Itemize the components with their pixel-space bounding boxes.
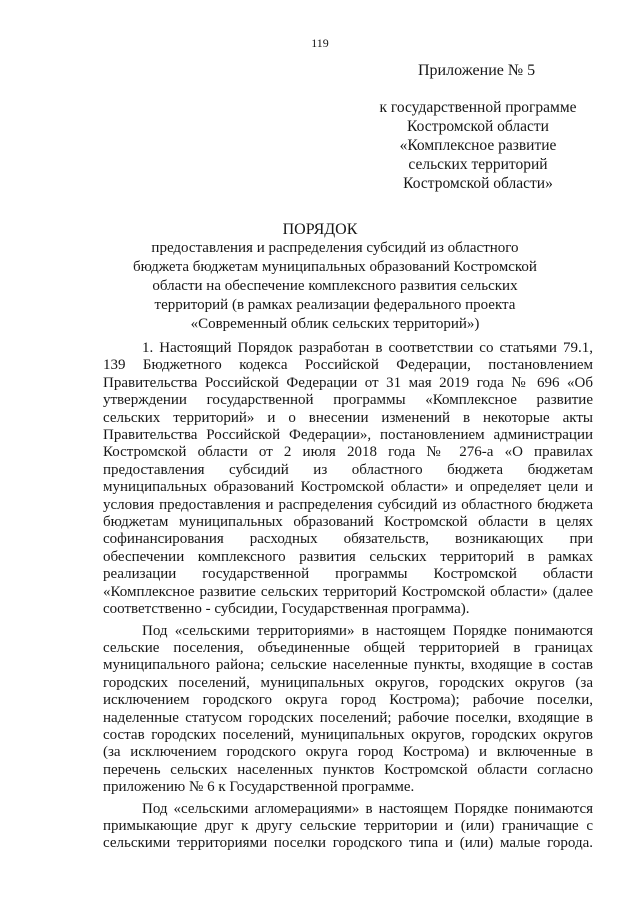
body-line: муниципального района; сельские населенные пункты, входящие в состав [103, 657, 593, 674]
body-line: Под «сельскими агломерациями» в настоящем Порядке понимаются [142, 800, 593, 817]
page-number: 119 [311, 36, 329, 50]
body-line: реализации государственной программы Костромской области [103, 566, 593, 583]
appendix-reference-line: «Комплексное развитие [399, 137, 557, 154]
body-paragraph-2 [103, 623, 593, 797]
body-line: состав городских поселений, муниципальных округов, городских округов [103, 726, 593, 743]
appendix-reference-line: к государственной программе [379, 99, 577, 116]
body-line: наделенные статусом городских поселений; рабочие поселки, входящие в [103, 709, 593, 726]
body-line: примыкающие друг к другу сельские территории и (или) граничащие с [103, 817, 593, 834]
appendix-label: Приложение № 5 [418, 62, 536, 79]
body-paragraph-3 [103, 801, 593, 853]
body-paragraph-1 [103, 340, 593, 619]
document-subtitle-line: предоставления и распределения субсидий из областного [151, 240, 519, 256]
body-line: «Комплексное развитие сельских территорий Костромской области» (далее [103, 583, 593, 600]
body-line: Под «сельскими территориями» в настоящем Порядке понимаются [142, 622, 593, 639]
appendix-reference-line: Костромской области» [403, 175, 553, 192]
body-line: приложению № 6 к Государственной программе. [103, 779, 415, 796]
body-line: предоставления субсидий из областного бюджета бюджетам [103, 461, 593, 478]
body-line: условия предоставления и распределения субсидий из областного бюджета [103, 496, 593, 513]
body-line: перечень сельских населенных пунктов Костромской области согласно [103, 761, 593, 778]
body-line: софинансирования расходных обязательств, возникающих при [103, 531, 593, 548]
body-line: Правительства Российской Федерации от 31 мая 2019 года № 696 «Об [103, 374, 593, 391]
body-line: обеспечении комплексного развития сельских территорий в рамках [103, 548, 593, 565]
document-subtitle-line: «Современный облик сельских территорий») [190, 316, 480, 332]
appendix-reference-line: сельских территорий [408, 156, 548, 173]
appendix-reference [368, 98, 588, 193]
document-body [103, 340, 593, 853]
body-line: 1. Настоящий Порядок разработан в соответствии со статьями 79.1, [142, 340, 593, 356]
body-line: сельских территорий» и о внесении изменений в некоторые акты [103, 409, 593, 426]
body-line: исключением городского округа город Кострома); рабочие поселки, [103, 692, 593, 709]
body-line: (за исключением городского округа город Кострома) и включенные в [103, 744, 593, 761]
document-subtitle [130, 239, 540, 334]
body-line: сельскими территориями поселки городского типа и (или) малые города. [103, 835, 593, 852]
body-line: бюджетам муниципальных образований Костромской области в целях [103, 514, 593, 531]
document-subtitle-line: территорий (в рамках реализации федерального проекта [154, 297, 516, 313]
appendix-reference-line: Костромской области [407, 118, 549, 135]
document-subtitle-line: области на обеспечение комплексного развития сельских [152, 278, 518, 294]
body-line: сельские поселения, объединенные общей территорией в границах [103, 639, 593, 656]
body-line: 139 Бюджетного кодекса Российской Федерации, постановлением [103, 357, 593, 374]
document-title: ПОРЯДОК [282, 221, 358, 238]
body-line: утверждении государственной программы «Комплексное развитие [103, 392, 593, 409]
body-line: Правительства Российской Федерации», постановлением администрации [103, 427, 593, 444]
document-subtitle-line: бюджета бюджетам муниципальных образований Костромской [133, 259, 537, 275]
body-line: городских поселений, муниципальных округов, городских округов (за [103, 674, 593, 691]
body-line: муниципальных образований Костромской области» и определяет цели и [103, 479, 593, 496]
body-line: Костромской области от 2 июля 2018 года № 276-а «О правилах [103, 444, 593, 461]
body-line: соответственно - субсидии, Государственная программа). [103, 601, 470, 618]
